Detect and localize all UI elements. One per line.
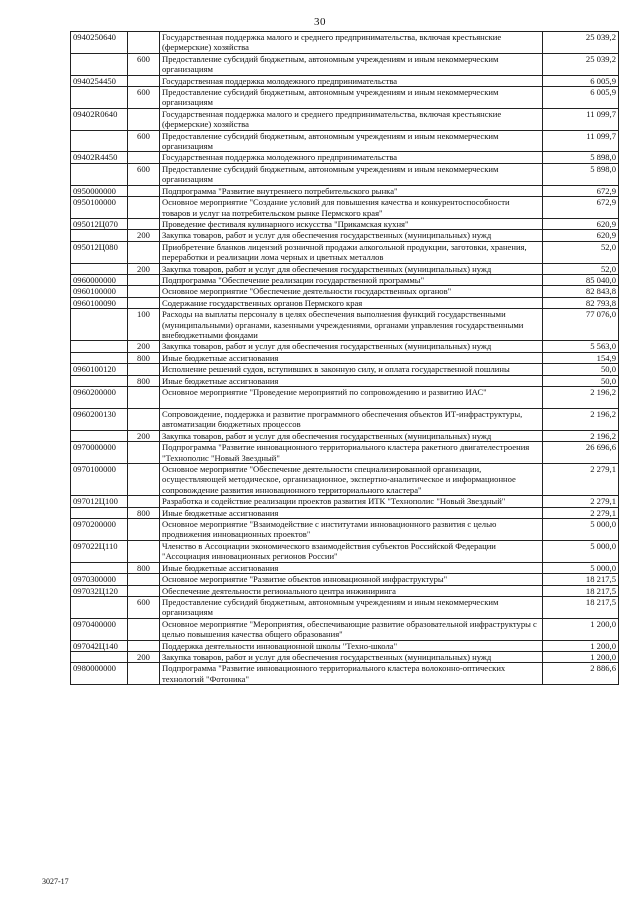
budget-code-cell: 0960100000 [71, 286, 128, 297]
amount-cell: 620,9 [543, 218, 619, 229]
item-name-cell: Иные бюджетные ассигнования [160, 562, 543, 573]
item-name-cell: Приобретение бланков лицензий розничной продажи алкогольной продукции, заготовки, хранения, переработки и реализации лома черных и цветных металлов [160, 241, 543, 263]
amount-cell: 5 563,0 [543, 341, 619, 352]
expense-type-cell [128, 286, 160, 297]
item-name-cell: Разработка и содействие реализации проектов развития ИТК "Технополис "Новый Звездный" [160, 496, 543, 507]
item-name-cell: Закупка товаров, работ и услуг для обеспечения государственных (муниципальных) нужд [160, 341, 543, 352]
amount-cell: 2 886,6 [543, 663, 619, 685]
amount-cell: 85 040,0 [543, 274, 619, 285]
amount-cell: 2 279,1 [543, 464, 619, 496]
expense-type-cell: 800 [128, 352, 160, 363]
table-row [71, 286, 619, 297]
table-row [71, 87, 619, 109]
budget-code-cell [71, 562, 128, 573]
budget-code-cell: 0960200130 [71, 409, 128, 431]
amount-cell: 5 898,0 [543, 152, 619, 163]
expense-type-cell [128, 218, 160, 229]
expense-type-cell [128, 409, 160, 431]
budget-code-cell [71, 309, 128, 341]
expense-type-cell: 600 [128, 596, 160, 618]
budget-code-cell: 097032Ц120 [71, 585, 128, 596]
item-name-cell: Государственная поддержка молодежного предпринимательства [160, 152, 543, 163]
expense-type-cell: 600 [128, 53, 160, 75]
amount-cell: 620,9 [543, 230, 619, 241]
budget-code-cell [71, 230, 128, 241]
budget-code-cell: 0960100090 [71, 297, 128, 308]
amount-cell: 1 200,0 [543, 640, 619, 651]
budget-code-cell: 097042Ц140 [71, 640, 128, 651]
expense-type-cell [128, 618, 160, 640]
table-row [71, 464, 619, 496]
item-name-cell: Содержание государственных органов Пермского края [160, 297, 543, 308]
amount-cell: 672,9 [543, 185, 619, 196]
expense-type-cell [128, 152, 160, 163]
item-name-cell: Закупка товаров, работ и услуг для обеспечения государственных (муниципальных) нужд [160, 230, 543, 241]
budget-code-cell: 0960100120 [71, 364, 128, 375]
item-name-cell: Подпрограмма "Развитие внутреннего потребительского рынка" [160, 185, 543, 196]
budget-code-cell: 0940250640 [71, 32, 128, 54]
expense-type-cell [128, 364, 160, 375]
item-name-cell: Поддержка деятельности инновационной школы "Техно-школа" [160, 640, 543, 651]
budget-code-cell: 095012Ц080 [71, 241, 128, 263]
item-name-cell: Иные бюджетные ассигнования [160, 352, 543, 363]
budget-code-cell [71, 507, 128, 518]
budget-code-cell: 09402R0640 [71, 108, 128, 130]
amount-cell: 18 217,5 [543, 596, 619, 618]
budget-code-cell: 0960200000 [71, 387, 128, 409]
amount-cell: 50,0 [543, 364, 619, 375]
expense-type-cell: 200 [128, 341, 160, 352]
amount-cell: 2 279,1 [543, 507, 619, 518]
budget-code-cell [71, 651, 128, 662]
item-name-cell: Государственная поддержка молодежного предпринимательства [160, 75, 543, 86]
expense-type-cell [128, 496, 160, 507]
page-number: 30 [314, 16, 326, 28]
budget-code-cell: 097022Ц110 [71, 540, 128, 562]
amount-cell: 82 793,8 [543, 297, 619, 308]
table-row [71, 507, 619, 518]
item-name-cell: Предоставление субсидий бюджетным, автономным учреждениям и иным некоммерческим организациям [160, 596, 543, 618]
expense-type-cell [128, 32, 160, 54]
table-row [71, 53, 619, 75]
budget-code-cell [71, 596, 128, 618]
expense-type-cell [128, 574, 160, 585]
table-row [71, 585, 619, 596]
amount-cell: 6 005,9 [543, 87, 619, 109]
item-name-cell: Иные бюджетные ассигнования [160, 507, 543, 518]
table-row [71, 618, 619, 640]
expense-type-cell: 800 [128, 507, 160, 518]
table-row [71, 274, 619, 285]
amount-cell: 50,0 [543, 375, 619, 386]
table-row [71, 352, 619, 363]
item-name-cell: Основное мероприятие "Проведение мероприятий по сопровождению и развитию ИАС" [160, 387, 543, 409]
item-name-cell: Предоставление субсидий бюджетным, автономным учреждениям и иным некоммерческим организациям [160, 87, 543, 109]
item-name-cell: Подпрограмма "Обеспечение реализации государственной программы" [160, 274, 543, 285]
expense-type-cell [128, 108, 160, 130]
budget-table [70, 31, 619, 685]
budget-code-cell: 0960000000 [71, 274, 128, 285]
amount-cell: 25 039,2 [543, 53, 619, 75]
budget-code-cell [71, 375, 128, 386]
budget-code-cell: 0980000000 [71, 663, 128, 685]
item-name-cell: Закупка товаров, работ и услуг для обеспечения государственных (муниципальных) нужд [160, 651, 543, 662]
expense-type-cell [128, 540, 160, 562]
item-name-cell: Членство в Ассоциации экономического взаимодействия субъектов Российской Федерации "Ассоциация инновационных регионов России" [160, 540, 543, 562]
budget-code-cell: 0950000000 [71, 185, 128, 196]
table-row [71, 297, 619, 308]
expense-type-cell [128, 663, 160, 685]
table-row [71, 241, 619, 263]
budget-code-cell: 095012Ц070 [71, 218, 128, 229]
item-name-cell: Расходы на выплаты персоналу в целях обеспечения выполнения функций государственными (муниципальными) органами, казенными учреждениями, органами управления государственными внебюджетными фондами [160, 309, 543, 341]
amount-cell: 18 217,5 [543, 585, 619, 596]
amount-cell: 2 279,1 [543, 496, 619, 507]
table-row [71, 364, 619, 375]
table-row [71, 163, 619, 185]
expense-type-cell: 600 [128, 163, 160, 185]
table-row [71, 540, 619, 562]
table-row [71, 519, 619, 541]
item-name-cell: Основное мероприятие "Обеспечение деятельности государственных органов" [160, 286, 543, 297]
expense-type-cell [128, 640, 160, 651]
budget-code-cell [71, 430, 128, 441]
item-name-cell: Предоставление субсидий бюджетным, автономным учреждениям и иным некоммерческим организациям [160, 130, 543, 152]
amount-cell: 18 217,5 [543, 574, 619, 585]
amount-cell: 11 099,7 [543, 130, 619, 152]
table-row [71, 651, 619, 662]
budget-code-cell [71, 163, 128, 185]
expense-type-cell [128, 185, 160, 196]
footer-document-code: 3027-17 [42, 877, 69, 886]
table-row [71, 596, 619, 618]
table-row [71, 430, 619, 441]
amount-cell: 82 843,8 [543, 286, 619, 297]
expense-type-cell [128, 197, 160, 219]
amount-cell: 6 005,9 [543, 75, 619, 86]
table-row [71, 309, 619, 341]
item-name-cell: Проведение фестиваля кулинарного искусства "Прикамская кухня" [160, 218, 543, 229]
expense-type-cell: 200 [128, 230, 160, 241]
amount-cell: 672,9 [543, 197, 619, 219]
amount-cell: 25 039,2 [543, 32, 619, 54]
amount-cell: 2 196,2 [543, 387, 619, 409]
budget-code-cell [71, 87, 128, 109]
table-row [71, 562, 619, 573]
amount-cell: 52,0 [543, 241, 619, 263]
amount-cell: 2 196,2 [543, 430, 619, 441]
table-row [71, 409, 619, 431]
table-row [71, 152, 619, 163]
amount-cell: 5 000,0 [543, 519, 619, 541]
expense-type-cell [128, 75, 160, 86]
expense-type-cell: 100 [128, 309, 160, 341]
amount-cell: 52,0 [543, 263, 619, 274]
budget-code-cell: 0950100000 [71, 197, 128, 219]
budget-code-cell: 097012Ц100 [71, 496, 128, 507]
item-name-cell: Исполнение решений судов, вступивших в законную силу, и оплата государственной пошлины [160, 364, 543, 375]
table-row [71, 442, 619, 464]
expense-type-cell: 200 [128, 430, 160, 441]
table-row [71, 496, 619, 507]
item-name-cell: Обеспечение деятельности регионального центра инжиниринга [160, 585, 543, 596]
budget-table-body [71, 32, 619, 685]
table-row [71, 75, 619, 86]
budget-code-cell: 0970200000 [71, 519, 128, 541]
item-name-cell: Предоставление субсидий бюджетным, автономным учреждениям и иным некоммерческим организациям [160, 163, 543, 185]
table-row [71, 574, 619, 585]
item-name-cell: Основное мероприятие "Мероприятия, обеспечивающие развитие образовательной инфраструктуры с целью повышения качества общего образования" [160, 618, 543, 640]
amount-cell: 5 000,0 [543, 540, 619, 562]
table-row [71, 640, 619, 651]
budget-code-cell [71, 352, 128, 363]
item-name-cell: Основное мероприятие "Развитие объектов инновационной инфраструктуры" [160, 574, 543, 585]
item-name-cell: Предоставление субсидий бюджетным, автономным учреждениям и иным некоммерческим организациям [160, 53, 543, 75]
item-name-cell: Основное мероприятие "Взаимодействие с институтами инновационного развития с целью продвижения инновационных проектов" [160, 519, 543, 541]
item-name-cell: Иные бюджетные ассигнования [160, 375, 543, 386]
item-name-cell: Сопровождение, поддержка и развитие программного обеспечения объектов ИТ-инфраструктуры, автоматизации бюджетных процессов [160, 409, 543, 431]
item-name-cell: Подпрограмма "Развитие инновационного территориального кластера волоконно-оптических технологий "Фотоника" [160, 663, 543, 685]
budget-code-cell [71, 263, 128, 274]
budget-code-cell [71, 53, 128, 75]
table-row [71, 218, 619, 229]
amount-cell: 1 200,0 [543, 618, 619, 640]
item-name-cell: Закупка товаров, работ и услуг для обеспечения государственных (муниципальных) нужд [160, 263, 543, 274]
amount-cell: 26 696,6 [543, 442, 619, 464]
table-row [71, 108, 619, 130]
expense-type-cell: 800 [128, 375, 160, 386]
table-row [71, 263, 619, 274]
expense-type-cell [128, 442, 160, 464]
table-row [71, 130, 619, 152]
amount-cell: 154,9 [543, 352, 619, 363]
table-row [71, 197, 619, 219]
budget-code-cell: 0970100000 [71, 464, 128, 496]
budget-code-cell: 0940254450 [71, 75, 128, 86]
budget-code-cell: 0970000000 [71, 442, 128, 464]
amount-cell: 77 076,0 [543, 309, 619, 341]
table-row [71, 32, 619, 54]
amount-cell: 2 196,2 [543, 409, 619, 431]
item-name-cell: Основное мероприятие "Создание условий для повышения качества и конкурентоспособности товаров и услуг на потребительском рынке Пермского края" [160, 197, 543, 219]
table-row [71, 375, 619, 386]
budget-code-cell [71, 130, 128, 152]
expense-type-cell: 600 [128, 87, 160, 109]
expense-type-cell [128, 241, 160, 263]
expense-type-cell [128, 519, 160, 541]
table-row [71, 663, 619, 685]
item-name-cell: Основное мероприятие "Обеспечение деятельности специализированной организации, осуществляющей методическое, организационное, экспертно-аналитическое и информационное сопровождение развития инновационного территориального кластера" [160, 464, 543, 496]
budget-code-cell [71, 341, 128, 352]
expense-type-cell [128, 464, 160, 496]
expense-type-cell [128, 387, 160, 409]
expense-type-cell: 600 [128, 130, 160, 152]
budget-code-cell: 09402R4450 [71, 152, 128, 163]
expense-type-cell [128, 585, 160, 596]
table-row [71, 230, 619, 241]
amount-cell: 5 898,0 [543, 163, 619, 185]
item-name-cell: Государственная поддержка малого и среднего предпринимательства, включая крестьянские (фермерские) хозяйства [160, 108, 543, 130]
expense-type-cell [128, 274, 160, 285]
item-name-cell: Подпрограмма "Развитие инновационного территориального кластера ракетного двигателестроения "Технополис "Новый Звездный" [160, 442, 543, 464]
item-name-cell: Закупка товаров, работ и услуг для обеспечения государственных (муниципальных) нужд [160, 430, 543, 441]
table-row [71, 185, 619, 196]
amount-cell: 5 000,0 [543, 562, 619, 573]
table-row [71, 341, 619, 352]
budget-code-cell: 0970400000 [71, 618, 128, 640]
budget-code-cell: 0970300000 [71, 574, 128, 585]
expense-type-cell: 200 [128, 651, 160, 662]
amount-cell: 11 099,7 [543, 108, 619, 130]
expense-type-cell [128, 297, 160, 308]
expense-type-cell: 200 [128, 263, 160, 274]
table-row [71, 387, 619, 409]
expense-type-cell: 800 [128, 562, 160, 573]
amount-cell: 1 200,0 [543, 651, 619, 662]
item-name-cell: Государственная поддержка малого и среднего предпринимательства, включая крестьянские (фермерские) хозяйства [160, 32, 543, 54]
